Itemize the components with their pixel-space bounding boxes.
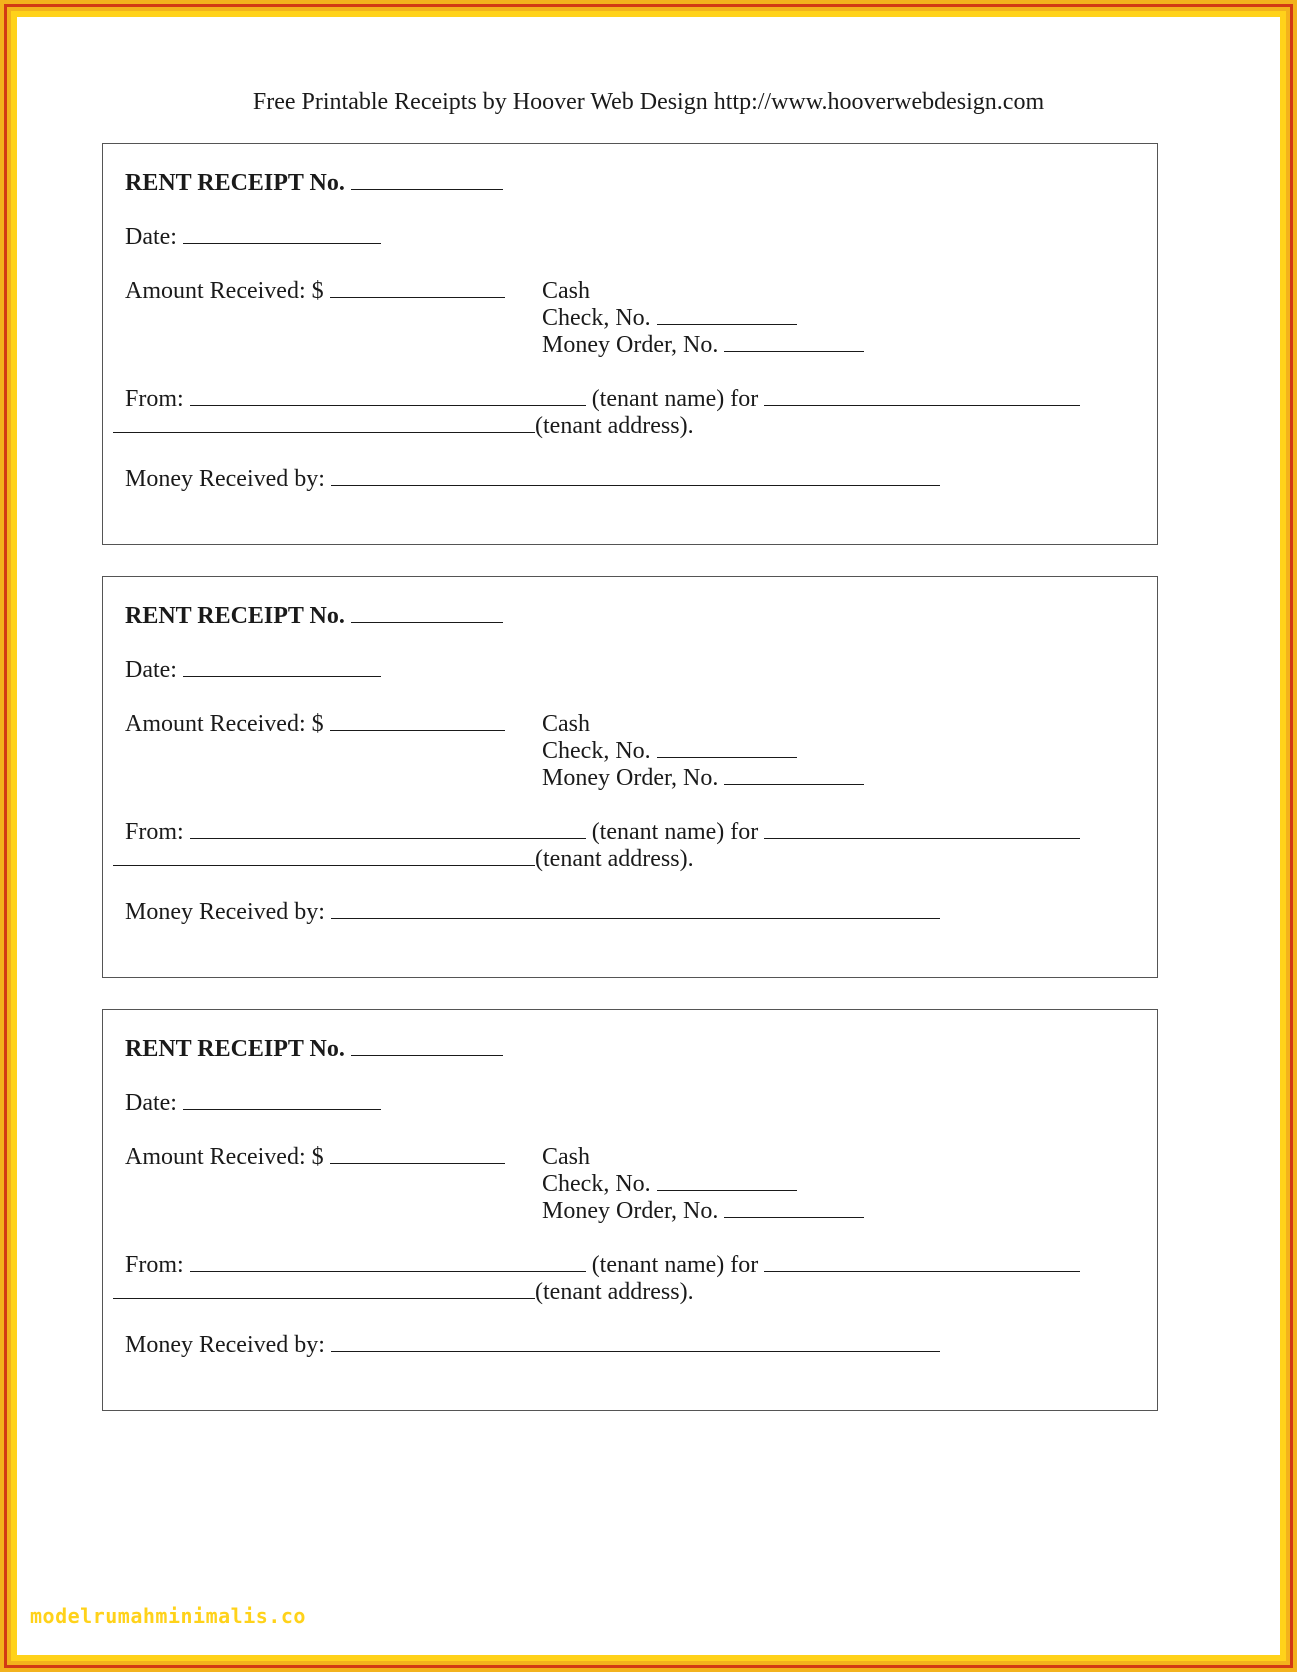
receipt-title: RENT RECEIPT No. xyxy=(125,1036,345,1062)
check-label: Check, No. xyxy=(542,1171,651,1197)
property-field[interactable] xyxy=(764,820,1080,839)
received-by-row xyxy=(125,899,940,926)
cash-label: Cash xyxy=(542,278,590,304)
amount-row xyxy=(125,711,505,738)
money-order-label: Money Order, No. xyxy=(542,765,719,791)
address-row xyxy=(113,1279,694,1306)
cash-option xyxy=(542,278,590,305)
received-by-field[interactable] xyxy=(331,467,940,486)
cash-label: Cash xyxy=(542,1144,590,1170)
rent-receipt xyxy=(102,1009,1158,1411)
amount-field[interactable] xyxy=(330,279,505,298)
received-by-field[interactable] xyxy=(331,1333,940,1352)
date-label: Date: xyxy=(125,224,177,250)
receipt-title-row xyxy=(125,1036,503,1063)
date-label: Date: xyxy=(125,1090,177,1116)
date-field[interactable] xyxy=(183,225,381,244)
tenant-address-field[interactable] xyxy=(113,414,535,433)
receipt-number-field[interactable] xyxy=(351,171,503,190)
page-header: Free Printable Receipts by Hoover Web Design http://www.hooverwebdesign.com xyxy=(252,89,1045,115)
receipt-title: RENT RECEIPT No. xyxy=(125,603,345,629)
date-field[interactable] xyxy=(183,1091,381,1110)
tenant-name-field[interactable] xyxy=(190,387,586,406)
money-order-label: Money Order, No. xyxy=(542,1198,719,1224)
amount-label: Amount Received: $ xyxy=(125,1144,324,1170)
date-field[interactable] xyxy=(183,658,381,677)
money-order-row xyxy=(542,332,864,359)
tenant-address-label: (tenant address). xyxy=(535,413,694,439)
from-label: From: xyxy=(125,386,184,412)
amount-field[interactable] xyxy=(330,1145,505,1164)
receipt-title-row xyxy=(125,603,503,630)
check-row xyxy=(542,1171,797,1198)
date-label: Date: xyxy=(125,657,177,683)
from-label: From: xyxy=(125,819,184,845)
money-order-row xyxy=(542,1198,864,1225)
date-row xyxy=(125,657,381,684)
receipt-number-field[interactable] xyxy=(351,1037,503,1056)
check-row xyxy=(542,305,797,332)
from-row xyxy=(125,386,1080,413)
site-watermark: modelrumahminimalis.co xyxy=(30,1604,306,1628)
received-by-label: Money Received by: xyxy=(125,899,325,925)
received-by-row xyxy=(125,1332,940,1359)
amount-row xyxy=(125,278,505,305)
received-by-field[interactable] xyxy=(331,900,940,919)
tenant-address-label: (tenant address). xyxy=(535,846,694,872)
money-order-number-field[interactable] xyxy=(724,1199,864,1218)
amount-label: Amount Received: $ xyxy=(125,278,324,304)
money-order-row xyxy=(542,765,864,792)
money-order-label: Money Order, No. xyxy=(542,332,719,358)
property-field[interactable] xyxy=(764,1253,1080,1272)
address-row xyxy=(113,846,694,873)
check-label: Check, No. xyxy=(542,305,651,331)
address-row xyxy=(113,413,694,440)
amount-row xyxy=(125,1144,505,1171)
tenant-name-label: (tenant name) for xyxy=(591,1252,759,1278)
rent-receipt xyxy=(102,576,1158,978)
money-order-number-field[interactable] xyxy=(724,333,864,352)
check-number-field[interactable] xyxy=(657,739,797,758)
check-number-field[interactable] xyxy=(657,1172,797,1191)
date-row xyxy=(125,1090,381,1117)
received-by-label: Money Received by: xyxy=(125,1332,325,1358)
received-by-row xyxy=(125,466,940,493)
check-row xyxy=(542,738,797,765)
check-label: Check, No. xyxy=(542,738,651,764)
cash-option xyxy=(542,711,590,738)
tenant-name-label: (tenant name) for xyxy=(591,386,759,412)
property-field[interactable] xyxy=(764,387,1080,406)
receipt-title-row xyxy=(125,170,503,197)
received-by-label: Money Received by: xyxy=(125,466,325,492)
tenant-name-field[interactable] xyxy=(190,1253,586,1272)
cash-option xyxy=(542,1144,590,1171)
money-order-number-field[interactable] xyxy=(724,766,864,785)
from-row xyxy=(125,1252,1080,1279)
date-row xyxy=(125,224,381,251)
tenant-name-field[interactable] xyxy=(190,820,586,839)
amount-field[interactable] xyxy=(330,712,505,731)
tenant-address-label: (tenant address). xyxy=(535,1279,694,1305)
from-row xyxy=(125,819,1080,846)
receipt-title: RENT RECEIPT No. xyxy=(125,170,345,196)
check-number-field[interactable] xyxy=(657,306,797,325)
rent-receipt xyxy=(102,143,1158,545)
from-label: From: xyxy=(125,1252,184,1278)
amount-label: Amount Received: $ xyxy=(125,711,324,737)
cash-label: Cash xyxy=(542,711,590,737)
tenant-name-label: (tenant name) for xyxy=(591,819,759,845)
tenant-address-field[interactable] xyxy=(113,847,535,866)
tenant-address-field[interactable] xyxy=(113,1280,535,1299)
receipt-number-field[interactable] xyxy=(351,604,503,623)
